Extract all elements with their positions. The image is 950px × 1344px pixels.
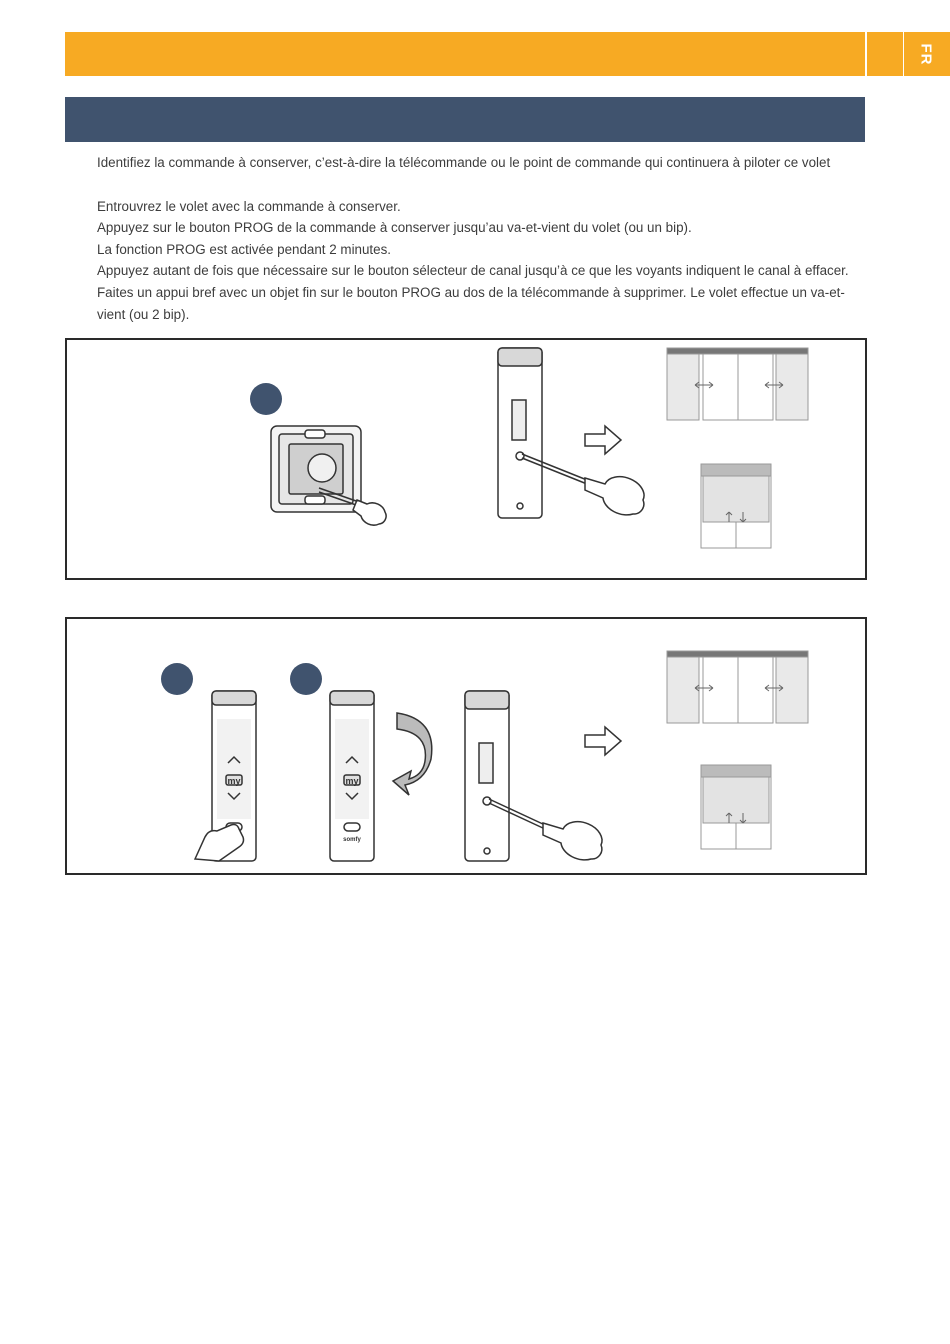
roller-shutter-icon (701, 765, 771, 849)
arrow-right-icon (585, 426, 621, 454)
arrow-right-icon (585, 727, 621, 755)
header-orange-tab (867, 32, 903, 76)
turn-over-arrow-icon (393, 713, 432, 795)
illustration-panel-2 (65, 617, 867, 875)
window-shutter-icon (667, 651, 808, 723)
instruction-line: Appuyez sur le bouton PROG de la commande à conserver jusqu’au va-et-vient du volet (ou un bip). (97, 220, 692, 236)
remote-my-label: my (227, 776, 241, 786)
step-badge-icon (161, 663, 193, 695)
header-orange-bar (65, 32, 865, 76)
remote-my-label: my (345, 776, 359, 786)
remote-back-icon (465, 691, 509, 861)
section-title-bar (65, 97, 865, 142)
window-shutter-icon (667, 348, 808, 420)
instructions-text (97, 152, 867, 325)
instruction-line: Appuyez autant de fois que nécessaire sur le bouton sélecteur de canal jusqu’à ce que les voyants indiquent le canal à effacer. (97, 263, 849, 279)
instruction-line: Entrouvrez le volet avec la commande à conserver. (97, 198, 401, 214)
roller-shutter-icon (701, 464, 771, 548)
remote-back-icon (498, 348, 542, 518)
language-tab (904, 32, 950, 76)
instruction-line: Identifiez la commande à conserver, c’est-à-dire la télécommande ou le point de commande qui continuera à piloter ce volet (97, 155, 831, 170)
remote-brand-label: somfy (343, 837, 361, 843)
step-badge-icon (290, 663, 322, 695)
illustration-panel-1 (65, 338, 867, 580)
language-label: FR (917, 43, 935, 66)
step-badge-icon (250, 383, 282, 415)
instruction-line: Faites un appui bref avec un objet fin sur le bouton PROG au dos de la télécommande à supprimer. Le volet effectue un va-et-vient (ou 2 bip). (97, 284, 845, 322)
instruction-line: La fonction PROG est activée pendant 2 minutes. (97, 241, 392, 257)
wall-switch-icon (271, 426, 361, 512)
